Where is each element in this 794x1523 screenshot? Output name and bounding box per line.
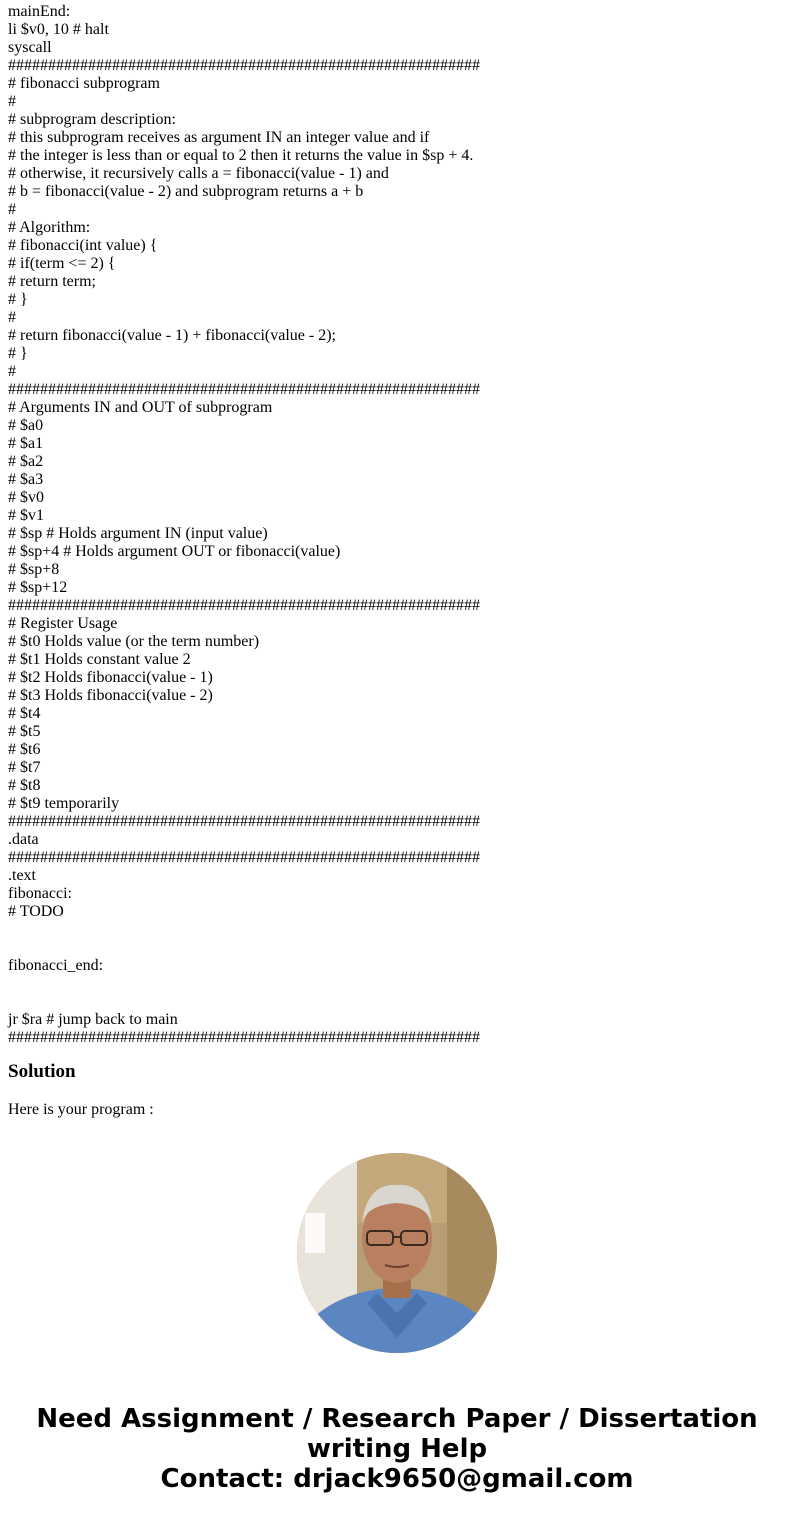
- code-line: # $a1: [8, 435, 44, 452]
- code-line: [8, 939, 788, 957]
- code-line: # $a2: [8, 453, 44, 470]
- code-line: #: [8, 363, 16, 380]
- code-line: # $sp+8: [8, 561, 60, 578]
- code-line: # $a0: [8, 417, 44, 434]
- code-line: ###########################################################: [8, 813, 480, 830]
- code-line: # return term;: [8, 273, 96, 290]
- code-line: # $sp # Holds argument IN (input value): [8, 525, 268, 542]
- code-line: #: [8, 93, 16, 110]
- code-line: ###########################################################: [8, 1029, 480, 1046]
- code-line: ###########################################################: [8, 57, 480, 74]
- code-line: # $v0: [8, 489, 44, 506]
- author-avatar: [297, 1153, 497, 1353]
- code-line: # $t7: [8, 759, 41, 776]
- code-line: # otherwise, it recursively calls a = fibonacci(value - 1) and: [8, 165, 389, 182]
- code-line: # $t3 Holds fibonacci(value - 2): [8, 687, 213, 704]
- code-line: # this subprogram receives as argument IN an integer value and if: [8, 129, 430, 146]
- code-line: # Algorithm:: [8, 219, 91, 236]
- code-line: #: [8, 309, 16, 326]
- code-line: fibonacci_end:: [8, 957, 104, 974]
- code-line: # $sp+4 # Holds argument OUT or fibonacci(value): [8, 543, 341, 560]
- code-line: # $t6: [8, 741, 41, 758]
- promo-banner: [0, 1404, 794, 1494]
- code-line: [8, 921, 788, 939]
- code-line: # b = fibonacci(value - 2) and subprogram returns a + b: [8, 183, 364, 200]
- code-line: # }: [8, 345, 28, 362]
- code-line: # subprogram description:: [8, 111, 176, 128]
- code-line: # $t0 Holds value (or the term number): [8, 633, 260, 650]
- code-line: # Arguments IN and OUT of subprogram: [8, 399, 273, 416]
- code-line: ###########################################################: [8, 597, 480, 614]
- code-line: # $t2 Holds fibonacci(value - 1): [8, 669, 213, 686]
- code-line: ###########################################################: [8, 381, 480, 398]
- solution-intro-text: Here is your program :: [8, 1101, 154, 1118]
- code-listing: [8, 3, 788, 1047]
- code-line: #: [8, 201, 16, 218]
- code-line: # $sp+12: [8, 579, 68, 596]
- code-line: # $v1: [8, 507, 44, 524]
- code-line: # fibonacci subprogram: [8, 75, 160, 92]
- code-line: [8, 993, 788, 1011]
- code-line: # }: [8, 291, 28, 308]
- code-line: # Register Usage: [8, 615, 118, 632]
- code-line: # $a3: [8, 471, 44, 488]
- code-line: # $t1 Holds constant value 2: [8, 651, 191, 668]
- code-line: ###########################################################: [8, 849, 480, 866]
- code-line: .data: [8, 831, 39, 848]
- solution-heading: Solution: [8, 1061, 76, 1082]
- code-line: .text: [8, 867, 36, 884]
- promo-banner-line: writing Help: [306, 1434, 488, 1464]
- code-line: [8, 975, 788, 993]
- code-line: # TODO: [8, 903, 64, 920]
- code-line: # return fibonacci(value - 1) + fibonacci(value - 2);: [8, 327, 336, 344]
- code-line: li $v0, 10 # halt: [8, 21, 109, 38]
- code-line: # if(term <= 2) {: [8, 255, 116, 272]
- promo-banner-line: Need Assignment / Research Paper / Dissertation: [36, 1404, 758, 1434]
- code-line: # $t9 temporarily: [8, 795, 120, 812]
- promo-contact-line: Contact: drjack9650@gmail.com: [160, 1464, 634, 1494]
- code-line: mainEnd:: [8, 3, 71, 20]
- code-line: jr $ra # jump back to main: [8, 1011, 178, 1028]
- code-line: # fibonacci(int value) {: [8, 237, 158, 254]
- code-line: # $t8: [8, 777, 41, 794]
- code-line: # $t5: [8, 723, 41, 740]
- code-line: # $t4: [8, 705, 41, 722]
- code-line: fibonacci:: [8, 885, 72, 902]
- author-photo-icon: [297, 1153, 497, 1353]
- code-line: syscall: [8, 39, 52, 56]
- code-line: # the integer is less than or equal to 2 then it returns the value in $sp + 4.: [8, 147, 474, 164]
